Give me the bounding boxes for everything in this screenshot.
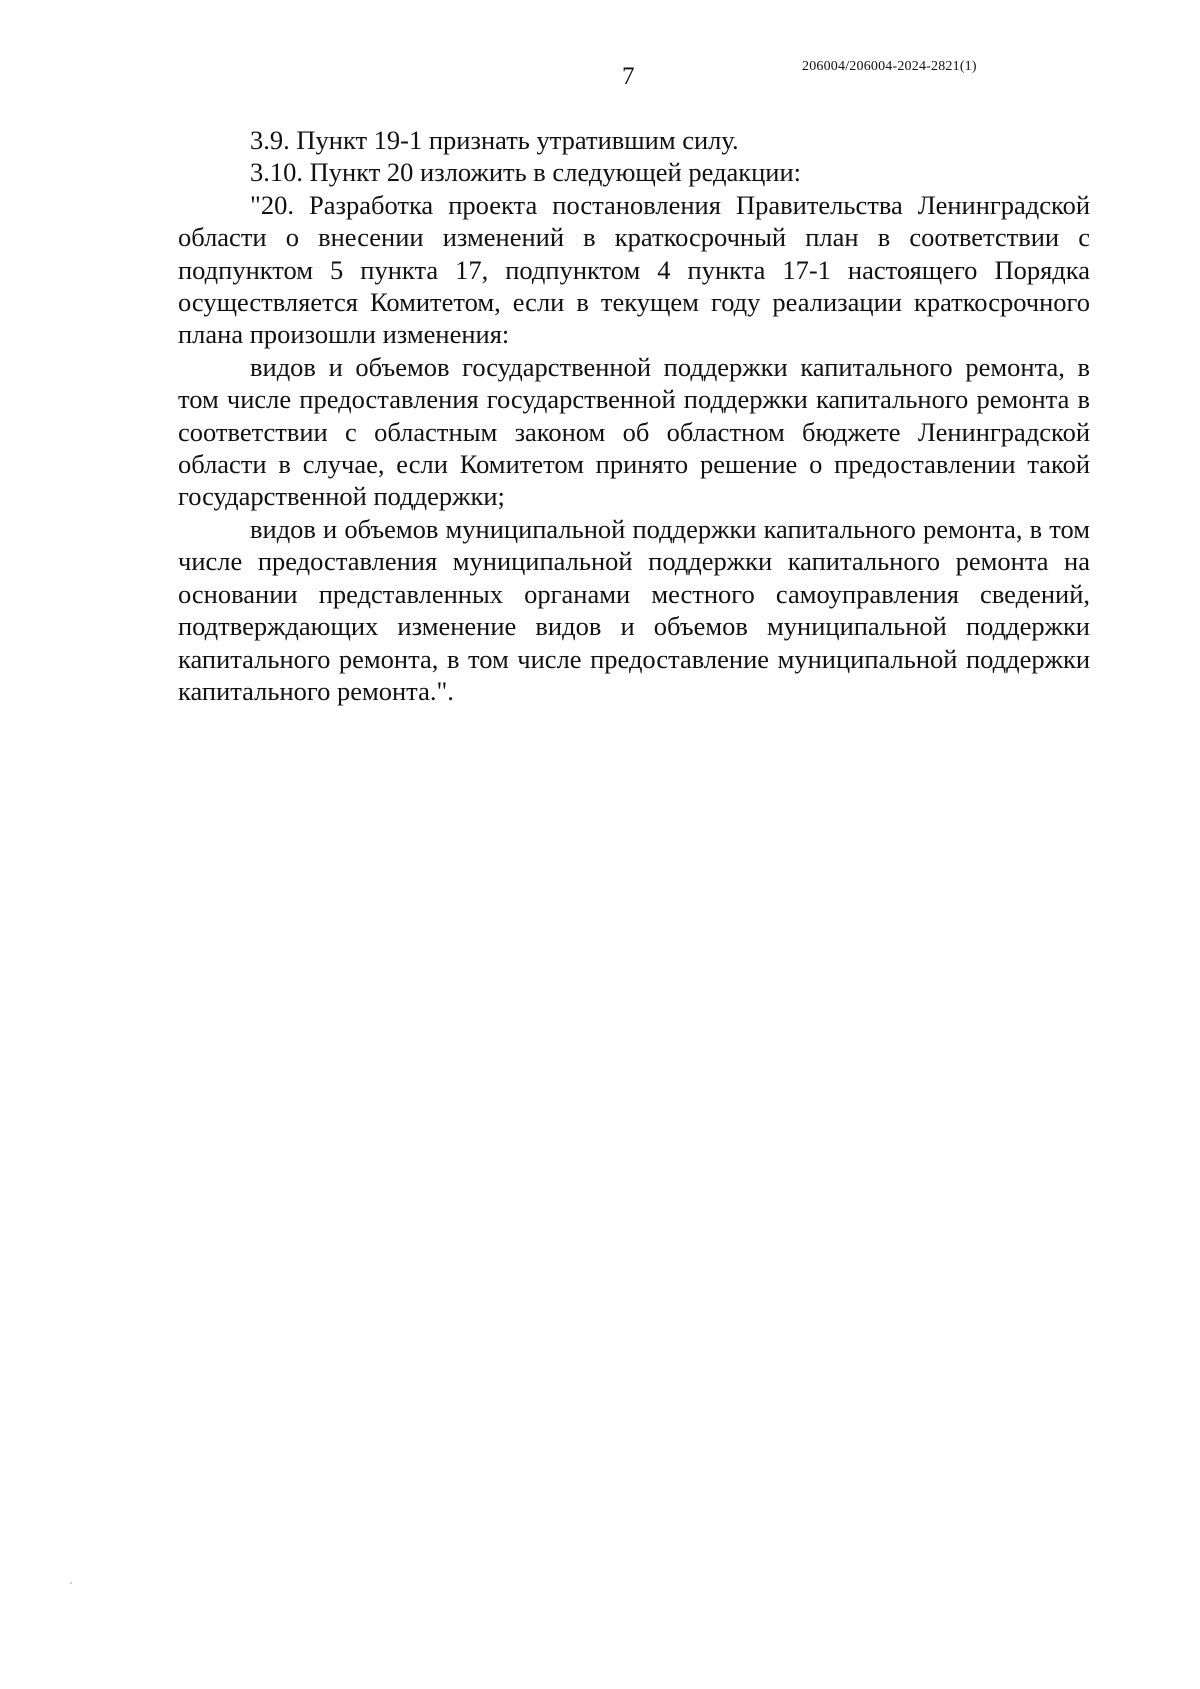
- document-body: [178, 124, 1090, 707]
- scan-speck: [70, 1582, 72, 1584]
- page-number: 7: [622, 63, 635, 90]
- paragraph-municipal-support: видов и объемов муниципальной поддержки капитального ремонта, в том числе предоставления муниципальной поддержки капитального ремонта на основании представленных органами местного самоуправления сведений, подтверждающих изменение видов и объемов муниципальной поддержки капитального ремонта, в том числе предоставление муниципальной поддержки капитального ремонта.".: [178, 513, 1090, 706]
- paragraph-point-20: "20. Разработка проекта постановления Правительства Ленинградской области о внесении изменений в краткосрочный план в соответствии с подпунктом 5 пункта 17, подпунктом 4 пункта 17-1 настоящего Порядка осуществляется Комитетом, если в текущем году реализации краткосрочного плана произошли изменения:: [178, 189, 1090, 350]
- paragraph-state-support: видов и объемов государственной поддержки капитального ремонта, в том числе предоставления государственной поддержки капитального ремонта в соответствии с областным законом об областном бюджете Ленинградской области в случае, если Комитетом принято решение о предоставлении такой государственной поддержки;: [178, 351, 1090, 512]
- paragraph-3-10: 3.10. Пункт 20 изложить в следующей редакции:: [250, 157, 802, 188]
- paragraph-3-9: 3.9. Пункт 19-1 признать утратившим силу.: [250, 125, 739, 155]
- document-id: 206004/206004-2024-2821(1): [802, 59, 977, 74]
